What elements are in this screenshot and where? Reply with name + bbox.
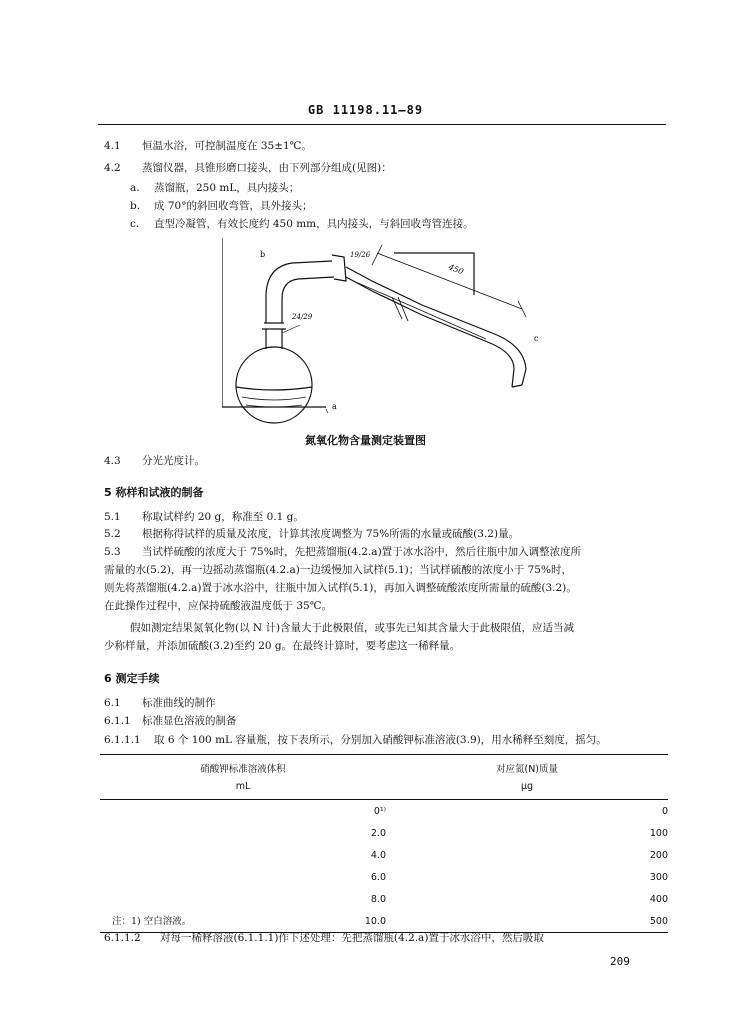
para-number: 6.1.1.2	[104, 932, 141, 944]
para-6-1-1-1	[104, 733, 607, 747]
cell-mass: 400	[649, 893, 668, 905]
item-text: 分光光度计。	[142, 455, 205, 467]
para-5-3-line-3: 则先将蒸馏瓶(4.2.a)置于冰水浴中，往瓶中加入试样(5.1)，再加入调整硫酸浓度所需量的硫酸(3.2)。	[104, 582, 577, 594]
para-5-3-line-4: 在此操作过程中，应保持硫酸液温度低于 35℃。	[104, 600, 332, 612]
heading-6-1-1	[104, 714, 237, 728]
sub-item-text: 蒸馏瓶，250 mL，具内接头；	[154, 182, 300, 194]
para-number: 5.3	[104, 546, 121, 558]
heading-text: 标准曲线的制作	[142, 697, 216, 709]
item-number: 4.3	[104, 455, 121, 467]
label-joint-19-26: 19/26	[350, 251, 371, 259]
para-5-2	[104, 527, 519, 541]
para-text: 根据称得试样的质量及浓度，计算其浓度调整为 75%所需的水量或硫酸(3.2)量。	[142, 528, 520, 540]
table-row	[100, 888, 668, 910]
table-row	[100, 866, 668, 888]
para-5-3-line-1	[104, 545, 581, 559]
sub-item-label: a.	[130, 182, 140, 194]
item-4-3	[104, 454, 205, 468]
table-row	[100, 844, 668, 866]
para-5-1	[104, 510, 304, 524]
standard-solution-table	[100, 754, 668, 933]
page-number: 209	[610, 955, 630, 968]
para-text: 当试样硫酸的浓度大于 75%时，先把蒸馏瓶(4.2.a)置于冰水浴中，然后往瓶中加入调整浓度所	[142, 546, 582, 558]
label-joint-24-29: 24/29	[292, 313, 313, 321]
item-number: 4.2	[104, 162, 121, 174]
page-header: GB 11198.11—89	[307, 103, 424, 117]
col-header-mass: 对应氮(N)质量	[495, 763, 559, 775]
para-text: 称取试样约 20 g，称准至 0.1 g。	[142, 511, 304, 523]
cell-volume: 8.0	[370, 893, 386, 905]
para-extra-line-2: 少称样量，并添加硫酸(3.2)至约 20 g。在最终计算时，要考虑这一稀释量。	[104, 640, 461, 652]
sub-item-label: b.	[130, 200, 141, 212]
item-text: 蒸馏仪器，具锥形磨口接头，由下列部分组成(见图)：	[142, 162, 392, 174]
cell-mass: 300	[649, 871, 668, 883]
section-6-heading: 6 测定手续	[104, 672, 160, 685]
cell-volume: 6.0	[370, 871, 386, 883]
cell-volume: 10.0	[364, 915, 386, 927]
table-row	[100, 822, 668, 844]
heading-6-1	[104, 696, 216, 710]
cell-mass: 0	[661, 805, 668, 817]
para-number: 5.2	[104, 528, 121, 540]
table-row	[100, 800, 668, 823]
col-unit-volume: mL	[235, 781, 251, 792]
para-number: 5.1	[104, 511, 121, 523]
label-b: b	[260, 250, 266, 259]
label-length-450: 450	[447, 262, 465, 277]
table-header-row	[100, 755, 668, 778]
item-number: 4.1	[104, 140, 121, 152]
para-number: 6.1.1.1	[104, 734, 141, 746]
figure-caption: 氮氧化物含量测定装置图	[305, 434, 426, 447]
cell-volume: 0¹⁾	[373, 805, 386, 817]
heading-text: 标准显色溶液的制备	[142, 715, 237, 727]
item-text: 恒温水浴，可控制温度在 35±1℃。	[142, 140, 312, 152]
table-unit-row	[100, 777, 668, 800]
sub-item-a	[130, 181, 299, 195]
distillation-apparatus-figure	[222, 237, 544, 427]
sub-item-c	[130, 217, 474, 231]
cell-mass: 100	[649, 827, 668, 839]
distillation-flask	[236, 347, 312, 423]
section-5-heading: 5 称样和试液的制备	[104, 486, 204, 499]
label-a: a	[332, 402, 337, 411]
header-rule	[98, 124, 666, 125]
sub-item-b	[130, 199, 312, 213]
sub-item-text: 直型冷凝管，有效长度约 450 mm，具内接头，与斜回收弯管连接。	[154, 218, 474, 230]
cell-mass: 500	[649, 915, 668, 927]
para-6-1-1-2	[104, 931, 544, 945]
table-note: 注：1) 空白溶液。	[112, 916, 192, 927]
item-4-1	[104, 139, 312, 153]
sub-item-text: 成 70°的斜回收弯管，具外接头；	[154, 200, 313, 212]
label-c: c	[534, 334, 539, 343]
cell-mass: 200	[649, 849, 668, 861]
para-text: 对每一稀释溶液(6.1.1.1)作下述处理：先把蒸馏瓶(4.2.a)置于冰水浴中，然后吸取	[160, 932, 544, 944]
para-text: 取 6 个 100 mL 容量瓶，按下表所示，分别加入硝酸钾标准溶液(3.9)，用水稀释至刻度，摇匀。	[154, 734, 607, 746]
para-5-3-line-2: 需量的水(5.2)，再一边摇动蒸馏瓶(4.2.a)一边缓慢加入试样(5.1)；当试样硫酸的浓度小于 75%时，	[104, 564, 572, 576]
sub-item-label: c.	[130, 218, 140, 230]
col-unit-mass: μg	[520, 781, 534, 792]
cell-volume: 4.0	[370, 849, 386, 861]
cell-volume: 2.0	[370, 827, 386, 839]
col-header-volume: 硝酸钾标准溶液体积	[200, 763, 286, 775]
item-4-2	[104, 161, 392, 175]
heading-number: 6.1	[104, 697, 121, 709]
para-extra-line-1: 假如测定结果氮氧化物(以 N 计)含量大于此极限值，或事先已知其含量大于此极限值，应适当减	[130, 622, 575, 634]
heading-number: 6.1.1	[104, 715, 131, 727]
